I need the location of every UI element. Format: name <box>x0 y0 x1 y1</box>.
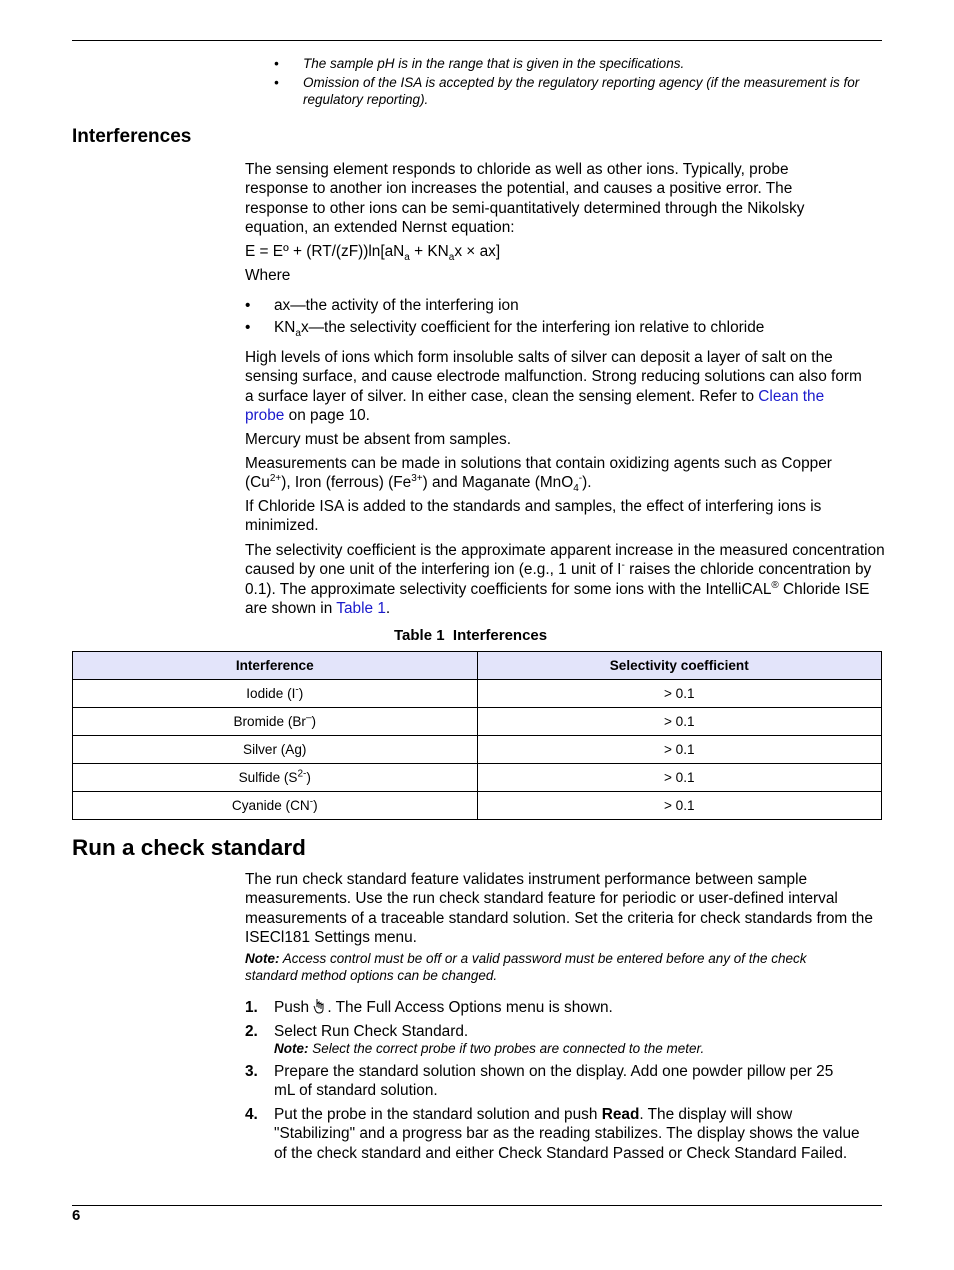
isa-paragraph: If Chloride ISA is added to the standards and samples, the effect of interfering ions is minimized. <box>245 498 822 535</box>
table-cell: > 0.1 <box>477 764 882 792</box>
step-item: 2. Select Run Check Standard. Note: Select the correct probe if two probes are connected to the meter. <box>274 1022 874 1058</box>
table-cell: > 0.1 <box>477 736 882 764</box>
clean-probe-link[interactable]: Clean the probe <box>245 387 825 425</box>
where-label: Where <box>245 267 291 284</box>
footer-rule <box>72 1205 882 1206</box>
table-header-row <box>73 652 882 680</box>
step-item: 4. Put the probe in the standard solution and push Read. The display will show "Stabilizing" and a progress bar as the reading stabilizes. The display shows the value of the check standard and either Check Standard Passed or Check Standard Failed. <box>245 1106 860 1162</box>
step-note: Note: Select the correct probe if two probes are connected to the meter. <box>274 1041 705 1057</box>
column-header: Selectivity coefficient <box>477 652 882 680</box>
section-heading-check-standard: Run a check standard <box>72 835 306 860</box>
oxidizing-paragraph: Measurements can be made in solutions that contain oxidizing agents such as Copper $(Cu^{2+})$, Iron (ferrous) $(Fe^{3+})$ and Maganate (MnO$_4$-). <box>245 455 832 495</box>
table-cell: > 0.1 <box>477 708 882 736</box>
table-cell: > 0.1 <box>477 792 882 820</box>
table-cell: Bromide (Br–) <box>73 708 478 736</box>
bullet-item: • The sample pH is in the range that is given in the specifications. <box>274 56 685 71</box>
section-heading-interferences: Interferences <box>72 126 192 147</box>
step-item: 3. Prepare the standard solution shown on the display. Add one powder pillow per 25 mL of standard solution. <box>245 1063 834 1100</box>
table-cell: Cyanide (CN-) <box>73 792 478 820</box>
table-1-link[interactable]: Table 1 <box>336 600 386 618</box>
interferences-intro: The sensing element responds to chloride as well as other ions. Typically, probe response to another ion increases the potential, and causes a positive error. The response to other ions can be semi-quantitatively determined through the Nikolsky equation, an extended Nernst equation: <box>245 161 805 237</box>
settings-key-icon <box>313 998 327 1014</box>
table-row <box>73 764 882 792</box>
definition-item: • $KN_ax—the$ selectivity coefficient for the interfering ion relative to chloride <box>245 319 765 340</box>
header-rule <box>72 40 882 41</box>
table-row <box>73 736 882 764</box>
selectivity-paragraph: The selectivity coefficient is the approximate apparent increase in the measured concentration caused by one unit of the interfering ion (e.g., 1 unit of I- raises the chloride concentration by 0.1). The approximate selectivity coefficients for some ions with the IntelliCAL® Chloride ISE are shown in Table 1. <box>245 542 885 618</box>
interferences-table <box>72 651 882 820</box>
check-intro: The run check standard feature validates instrument performance between sample measurements. Use the run check standard feature for periodic or user-defined interval measurements of a traceable standard solution. Set the criteria for check standards from the ISECl181 Settings menu. <box>245 871 873 947</box>
page-number: 6 <box>72 1207 81 1224</box>
mercury-paragraph: Mercury must be absent from samples. <box>245 431 512 448</box>
definition-item: • ax—the activity of the interfering ion <box>245 297 519 314</box>
table-cell: > 0.1 <box>477 680 882 708</box>
table-row <box>73 680 882 708</box>
table-row <box>73 792 882 820</box>
table-caption: Table 1 Interferences <box>394 627 548 644</box>
step-item: 1. Push . The Full Access Options menu is shown. <box>245 999 613 1016</box>
column-header: Interference <box>73 652 478 680</box>
check-note: Note: Access control must be off or a valid password must be entered before any of the check standard method options can be changed. <box>245 951 807 983</box>
bullet-item: • Omission of the ISA is accepted by the regulatory reporting agency (if the measurement is for regulatory reporting). <box>274 75 860 107</box>
table-cell: Iodide (I-) <box>73 680 478 708</box>
silver-paragraph: High levels of ions which form insoluble salts of silver can deposit a layer of salt on the sensing surface, and cause electrode malfunction. Strong reducing solutions can also form a surface layer of silver. In either case, clean the sensing element. Refer to Clean the probe on page 10. <box>245 349 862 425</box>
table-cell: Silver (Ag) <box>73 736 478 764</box>
table-cell: Sulfide $(S^{2-})$ <box>73 764 478 792</box>
table-row <box>73 708 882 736</box>
nikolsky-equation: E = Eº + $(RT/(zF))\ln[aN_a + KN_ax \times ax]$ <box>245 243 501 264</box>
